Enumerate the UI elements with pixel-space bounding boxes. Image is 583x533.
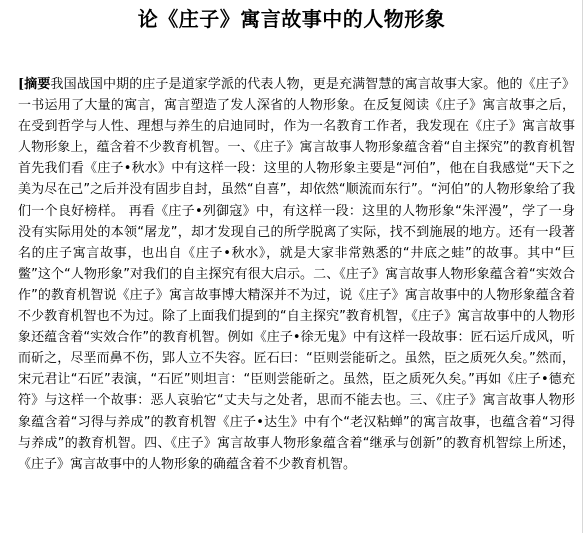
abstract-paragraph [18, 74, 575, 475]
page-title: 论《庄子》寓言故事中的人物形象 [137, 7, 446, 31]
abstract-label: [摘要 [18, 77, 51, 92]
abstract-body: 我国战国中期的庄子是道家学派的代表人物，更是充满智慧的寓言故事大家。他的《庄子》一书运用了大量的寓言，寓言塑造了发人深省的人物形象。在反复阅读《庄子》寓言故事之后，在受到哲学与人性、理想与养生的启迪同时，作为一名教育工作者，我发现在《庄子》寓言故事人物形象上，蕴含着不少教育机智。一、《庄子》寓言故事人物形象蕴含着“自主探究”的教育机智首先我们看《庄子•秋水》中有这样一段：这里的人物形象主要是“河伯”，他在自我感觉“天下之美为尽在己”之后并没有固步自封，虽然“自喜”，却依然“顺流而东行”。“河伯”的人物形象给了我们一个良好榜样。 再看《庄子•列御寇》中，有这样一段：这里的人物形象“朱泙漫”，学了一身没有实际用处的本领“屠龙”，却才发现自己的所学脱离了实际，找不到施展的地方。还有一段著名的庄子寓言故事，也出自《庄子•秋水》，就是大家非常熟悉的“井底之蛙”的故事。其中“巨鳖”这个“人物形象”对我们的自主探究有很大启示。二、《庄子》寓言故事人物形象蕴含着“实效合作”的教育机智说《庄子》寓言故事博大精深并不为过，说《庄子》寓言故事中的人物形象蕴含着不少教育机智也不为过。除了上面我们提到的“自主探究”教育机智，《庄子》寓言故事中的人物形象还蕴含着“实效合作”的教育机智。例如《庄子•徐无鬼》中有这样一段故事：匠石运斤成风，听而斫之，尽垩而鼻不伤，郢人立不失容。匠石曰：“臣则尝能斫之。虽然，臣之质死久矣。”然而，宋元君让“石匠”表演，“石匠”则坦言：“臣则尝能斫之。虽然，臣之质死久矣。”再如《庄子•德充符》与这样一个故事：恶人哀骀它“丈夫与之处者，思而不能去也。三、《庄子》寓言故事人物形象蕴含着“习得与养成”的教育机智《庄子•达生》中有个“老汉粘蝉”的寓言故事，也蕴含着“习得与养成”的教育机智。四、《庄子》寓言故事人物形象蕴含着“继承与创新”的教育机智综上所述，《庄子》寓言故事中的人物形象的确蕴含着不少教育机智。 [18, 77, 575, 472]
